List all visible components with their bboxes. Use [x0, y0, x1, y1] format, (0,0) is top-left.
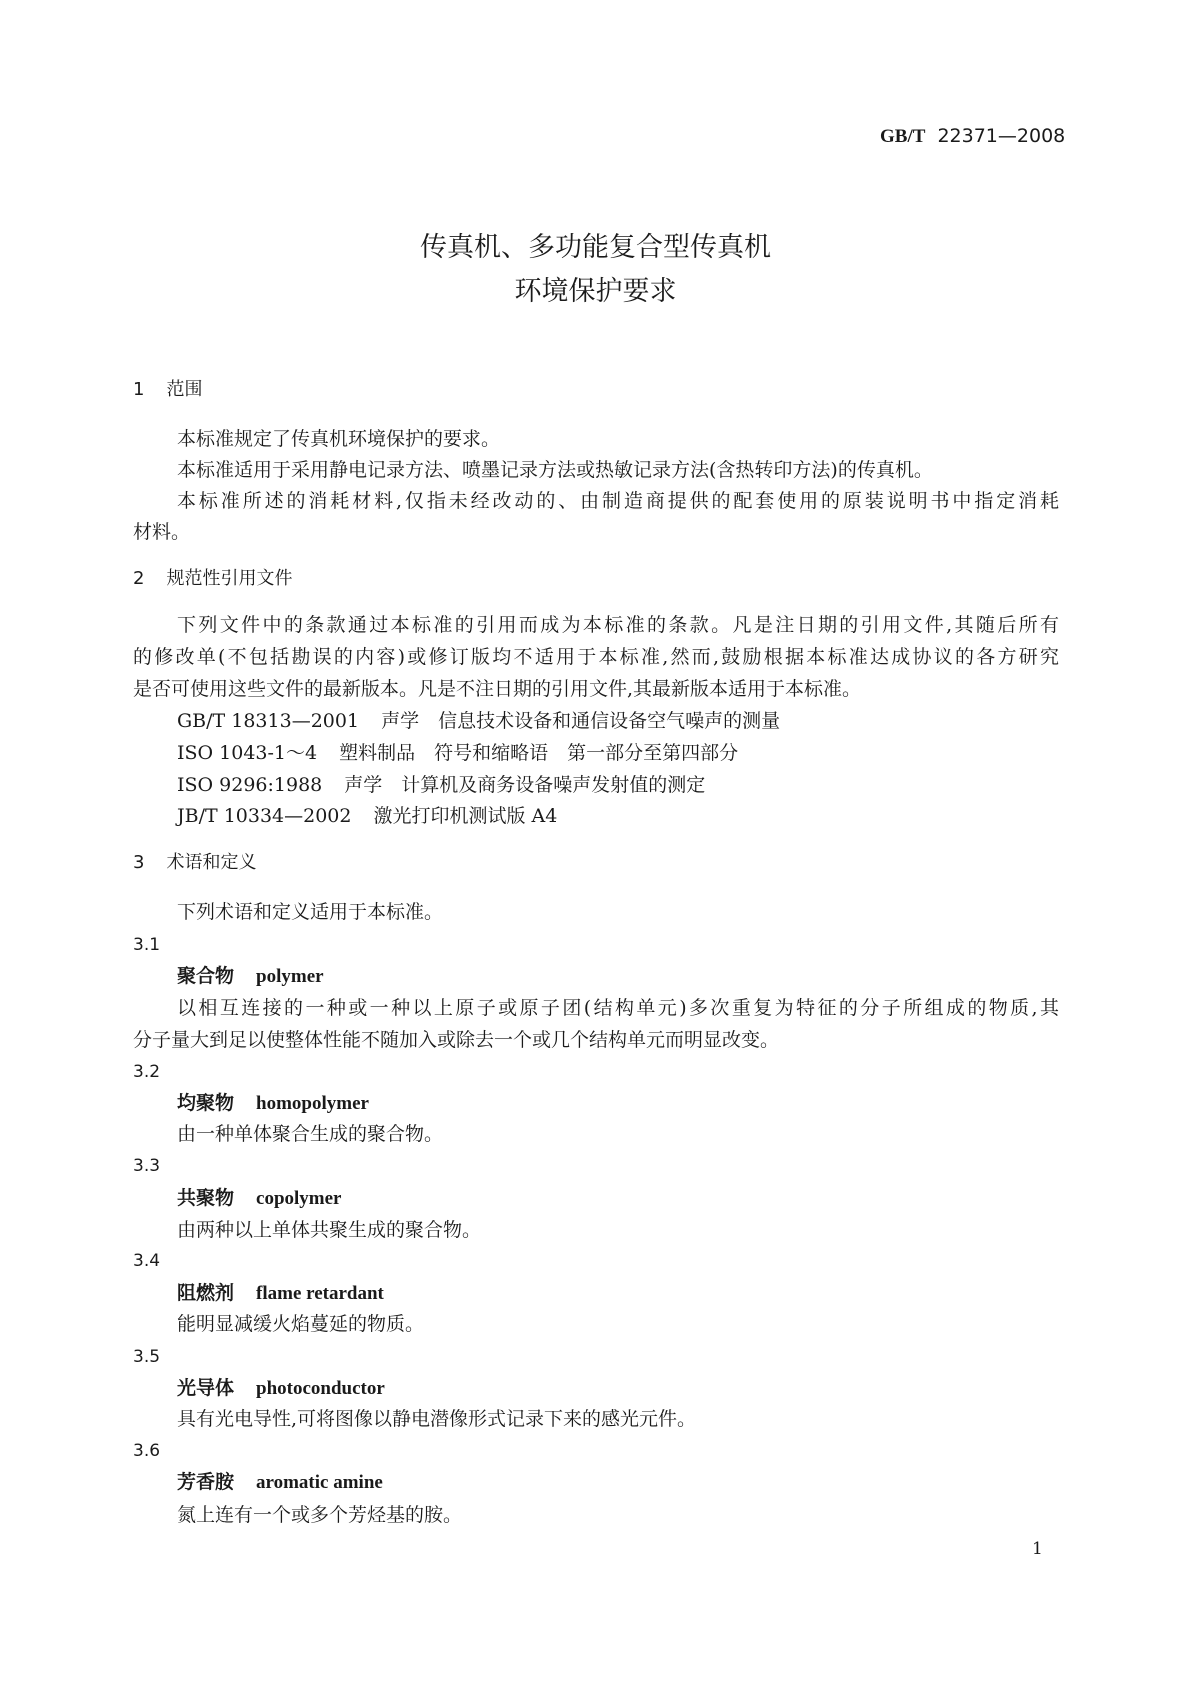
section-1-heading — [133, 378, 202, 402]
term-en: copolymer — [256, 1188, 342, 1209]
reference-item — [177, 709, 780, 733]
term-definition: 由两种以上单体共聚生成的聚合物。 — [177, 1219, 482, 1241]
term-zh: 芳香胺 — [177, 1471, 235, 1493]
section-title: 规范性引用文件 — [166, 568, 293, 589]
standard-code: 22371—2008 — [937, 125, 1066, 147]
term-definition-line: 以相互连接的一种或一种以上原子或原子团(结构单元)多次重复为特征的分子所组成的物质,其 — [177, 997, 1059, 1019]
reference-code: JB/T 10334—2002 — [177, 805, 352, 827]
section-title: 范围 — [166, 379, 203, 400]
paragraph: 本标准适用于采用静电记录方法、喷墨记录方法或热敏记录方法(含热转印方法)的传真机。 — [177, 459, 933, 481]
section-title: 术语和定义 — [166, 852, 257, 873]
reference-title: 激光打印机测试版 A4 — [373, 805, 558, 827]
term-en: homopolymer — [256, 1093, 369, 1114]
page-number: 1 — [1032, 1539, 1043, 1559]
term-number: 3.1 — [133, 935, 161, 955]
reference-code: ISO 1043-1～4 — [177, 742, 318, 764]
reference-title: 声学 计算机及商务设备噪声发射值的测定 — [344, 774, 706, 796]
term-zh: 均聚物 — [177, 1092, 235, 1114]
paragraph-line: 的修改单(不包括勘误的内容)或修订版均不适用于本标准,然而,鼓励根据本标准达成协议的各方研究 — [133, 646, 1059, 668]
reference-item — [177, 773, 705, 797]
section-2-heading — [133, 567, 292, 591]
standard-number — [880, 124, 1065, 149]
paragraph: 本标准规定了传真机环境保护的要求。 — [177, 428, 501, 450]
term-heading — [177, 1470, 383, 1495]
term-number: 3.3 — [133, 1156, 161, 1176]
term-zh: 阻燃剂 — [177, 1282, 235, 1304]
term-heading — [177, 1376, 385, 1401]
term-definition-line: 分子量大到足以使整体性能不随加入或除去一个或几个结构单元而明显改变。 — [133, 1029, 780, 1051]
section-number: 3 — [133, 852, 145, 873]
term-zh: 共聚物 — [177, 1187, 235, 1209]
term-zh: 聚合物 — [177, 965, 235, 987]
paragraph-line: 是否可使用这些文件的最新版本。凡是不注日期的引用文件,其最新版本适用于本标准。 — [133, 678, 862, 700]
term-definition: 具有光电导性,可将图像以静电潜像形式记录下来的感光元件。 — [177, 1408, 697, 1430]
standard-prefix: GB/T — [880, 126, 926, 147]
term-definition: 能明显减缓火焰蔓延的物质。 — [177, 1313, 425, 1335]
document-title-line2: 环境保护要求 — [514, 276, 677, 307]
term-en: polymer — [256, 966, 324, 987]
paragraph: 下列术语和定义适用于本标准。 — [177, 901, 444, 923]
term-en: aromatic amine — [256, 1472, 383, 1493]
paragraph-line: 材料。 — [133, 521, 191, 543]
section-3-heading — [133, 851, 256, 875]
reference-item — [177, 741, 738, 765]
reference-title: 塑料制品 符号和缩略语 第一部分至第四部分 — [339, 742, 739, 764]
section-number: 2 — [133, 568, 145, 589]
term-number: 3.4 — [133, 1251, 161, 1271]
term-heading — [177, 1186, 342, 1211]
section-number: 1 — [133, 379, 145, 400]
term-number: 3.2 — [133, 1062, 161, 1082]
term-heading — [177, 1091, 369, 1116]
reference-code: ISO 9296:1988 — [177, 774, 323, 796]
term-en: flame retardant — [256, 1283, 384, 1304]
paragraph-line: 本标准所述的消耗材料,仅指未经改动的、由制造商提供的配套使用的原装说明书中指定消耗 — [177, 490, 1059, 512]
document-title-line1: 传真机、多功能复合型传真机 — [420, 232, 771, 263]
term-definition: 氮上连有一个或多个芳烃基的胺。 — [177, 1504, 463, 1526]
term-zh: 光导体 — [177, 1377, 235, 1399]
term-number: 3.6 — [133, 1441, 161, 1461]
reference-item — [177, 804, 557, 828]
term-heading — [177, 1281, 384, 1306]
paragraph-line: 下列文件中的条款通过本标准的引用而成为本标准的条款。凡是注日期的引用文件,其随后所有 — [177, 614, 1059, 636]
term-number: 3.5 — [133, 1347, 161, 1367]
term-definition: 由一种单体聚合生成的聚合物。 — [177, 1123, 444, 1145]
term-heading — [177, 964, 324, 989]
reference-title: 声学 信息技术设备和通信设备空气噪声的测量 — [381, 710, 781, 732]
reference-code: GB/T 18313—2001 — [177, 710, 360, 732]
term-en: photoconductor — [256, 1378, 385, 1399]
